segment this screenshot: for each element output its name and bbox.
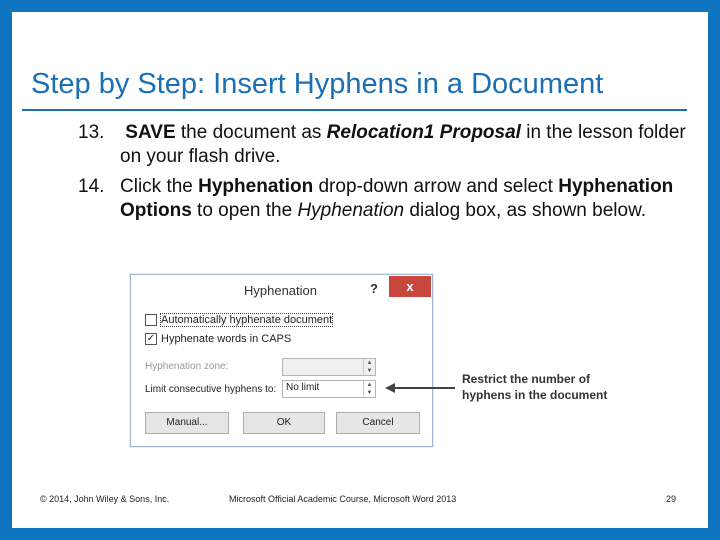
hyphenation-zone-label: Hyphenation zone: — [145, 361, 229, 372]
dialog-name: Hyphenation — [297, 200, 405, 221]
save-command: SAVE — [125, 122, 176, 143]
auto-hyphenate-label: Automatically hyphenate document — [161, 314, 333, 326]
step-text-part: drop-down arrow and select — [313, 176, 559, 197]
file-name: Relocation1 Proposal — [326, 122, 521, 143]
hyphenate-caps-label: Hyphenate words in CAPS — [161, 333, 292, 345]
hyphenation-command: Hyphenation — [198, 176, 314, 197]
step-text — [120, 122, 686, 167]
hyphenation-options-command: Hyphenation Options — [120, 176, 674, 221]
slide-title: Step by Step: Insert Hyphens in a Document — [31, 68, 604, 100]
copyright-text: © 2014, John Wiley & Sons, Inc. — [40, 494, 170, 504]
help-icon[interactable]: ? — [370, 281, 378, 296]
course-name: Microsoft Official Academic Course, Microsoft Word 2013 — [229, 494, 457, 504]
step-list — [78, 121, 688, 229]
step-text — [120, 176, 673, 221]
step-text-part: the document as — [175, 122, 327, 143]
step-text-part: Click the — [120, 176, 199, 197]
step-number: 13. — [78, 122, 105, 143]
auto-hyphenate-checkbox[interactable] — [145, 314, 157, 326]
page-number: 29 — [666, 494, 677, 504]
hyphenate-caps-option[interactable] — [145, 332, 291, 346]
spinner-arrows-icon[interactable]: ▲ ▼ — [363, 381, 375, 397]
callout-text: Restrict the number of hyphens in the document — [462, 372, 608, 402]
hyphenation-dialog — [130, 274, 433, 447]
ok-button[interactable]: OK — [243, 412, 325, 434]
limit-hyphens-value: No limit — [286, 382, 320, 393]
step-13 — [78, 121, 688, 169]
cancel-button[interactable]: Cancel — [336, 412, 420, 434]
hyphenation-zone-input — [282, 358, 376, 376]
step-text-part: in the lesson folder on your flash drive. — [120, 122, 686, 167]
step-14 — [78, 175, 688, 223]
close-button[interactable]: x — [389, 276, 431, 297]
limit-hyphens-label: Limit consecutive hyphens to: — [145, 384, 277, 395]
limit-hyphens-input[interactable] — [282, 380, 376, 398]
title-divider — [22, 109, 687, 111]
manual-button[interactable]: Manual... — [145, 412, 229, 434]
spinner-arrows-icon: ▲ ▼ — [363, 359, 375, 375]
dialog-title: Hyphenation — [244, 283, 317, 298]
step-text-part: dialog box, as shown below. — [404, 200, 647, 221]
step-text-part: to open the — [191, 200, 298, 221]
step-number: 14. — [78, 176, 105, 197]
hyphenate-caps-checkbox[interactable]: ✓ — [146, 333, 156, 344]
auto-hyphenate-option[interactable] — [145, 313, 332, 327]
callout-arrow-icon — [383, 378, 457, 398]
